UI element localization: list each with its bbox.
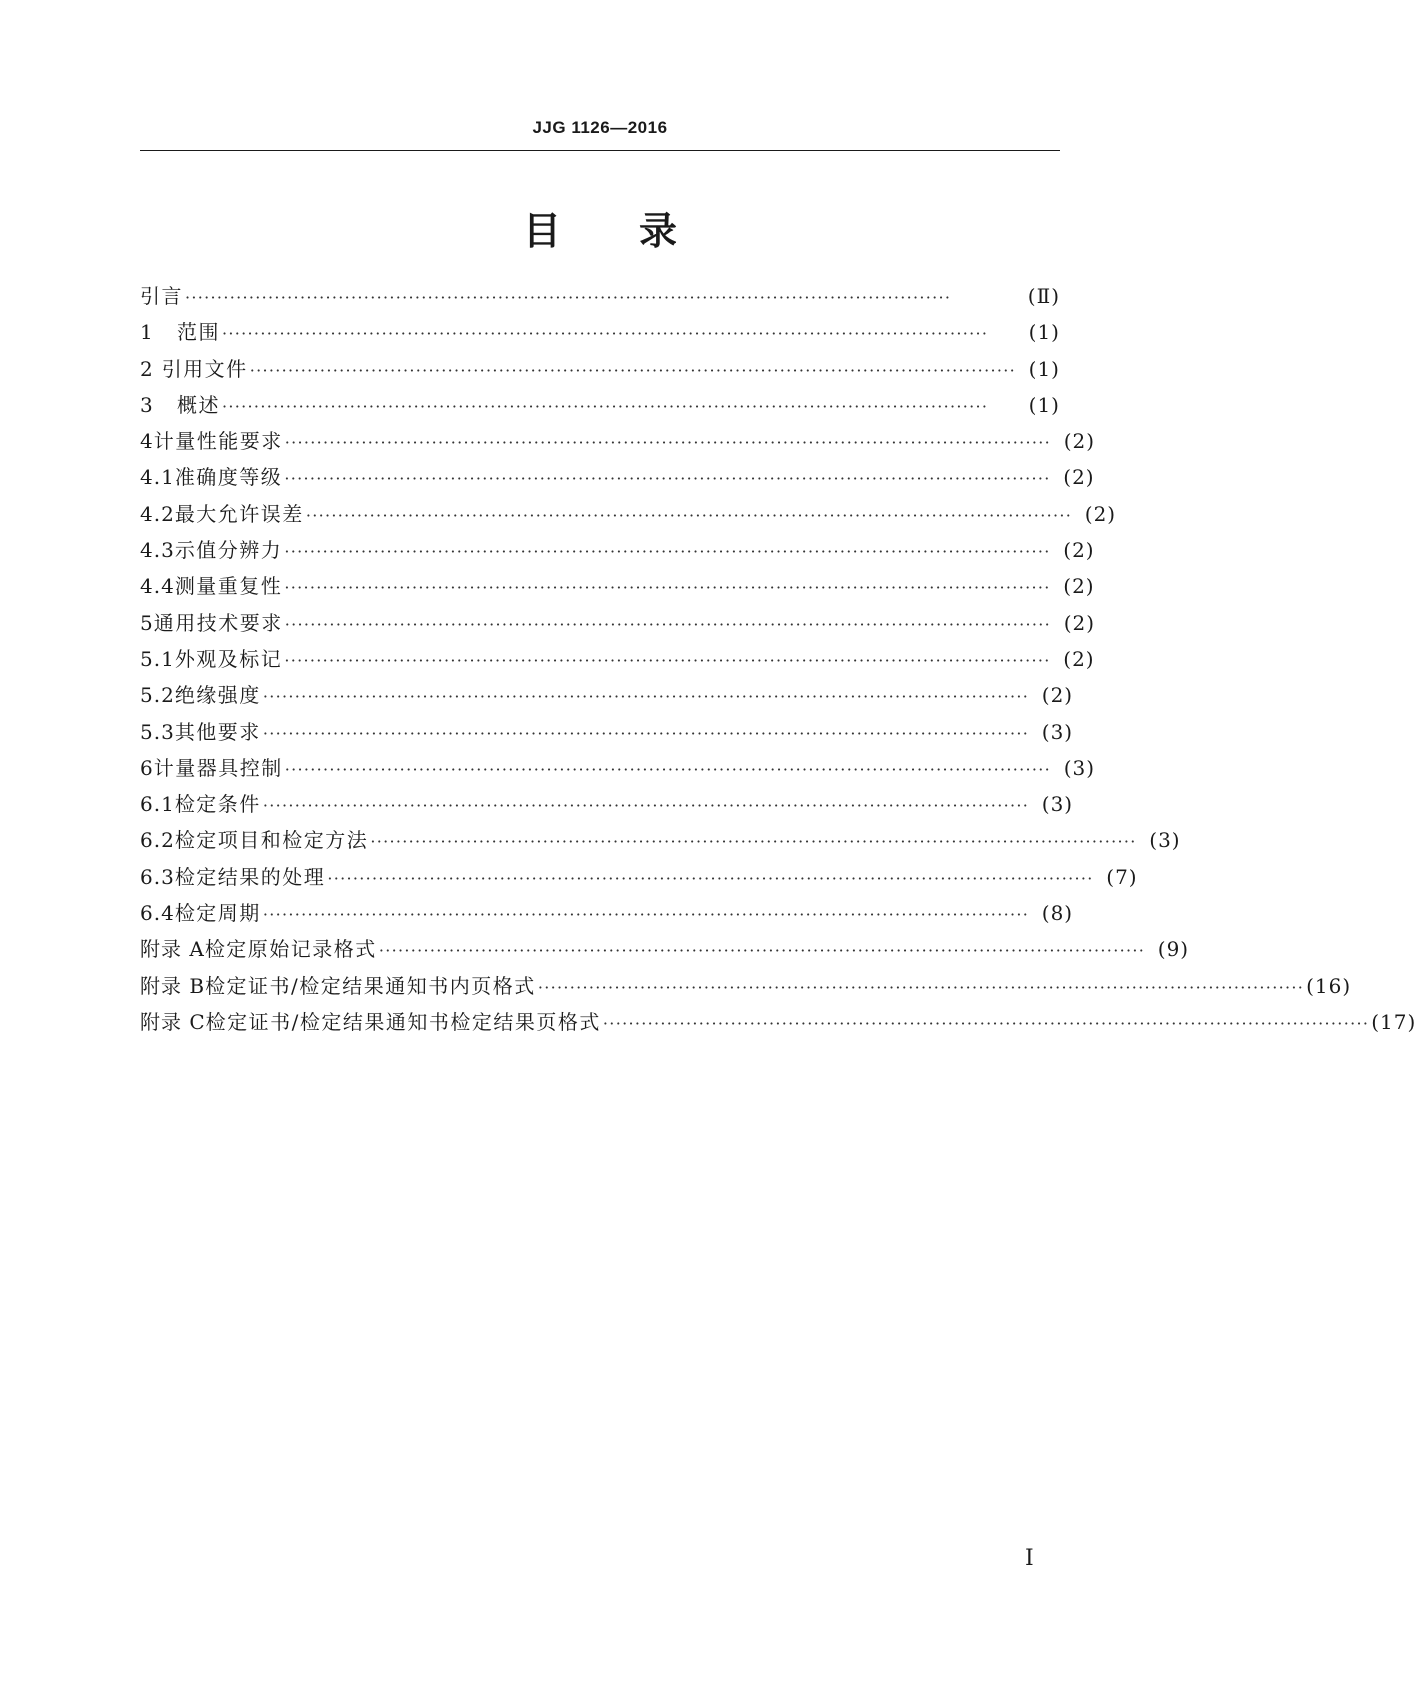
toc-label: 测量重复性 xyxy=(174,574,283,599)
toc-number: 2 xyxy=(140,356,154,381)
toc-page: (3) xyxy=(1149,828,1181,853)
toc-page: (1) xyxy=(1028,356,1060,381)
page-number: Ⅰ xyxy=(1025,1546,1034,1571)
toc-number: 5.1 xyxy=(140,646,175,671)
toc-number: 6 xyxy=(140,755,154,780)
title-char-right: 录 xyxy=(639,209,678,253)
dot-leader: ························································································································ xyxy=(262,905,1030,925)
toc-page: (9) xyxy=(1157,937,1190,962)
page-title xyxy=(140,200,1060,255)
toc-entry-appendix-c[interactable] xyxy=(140,1004,1416,1040)
toc-label: 通用技术要求 xyxy=(153,610,283,635)
dot-leader: ························································································································ xyxy=(249,360,1016,380)
header-rule xyxy=(140,150,1060,151)
toc-entry-4-2[interactable] xyxy=(140,496,1117,532)
dot-leader: ························································································································ xyxy=(284,650,1051,670)
dot-leader: ························································································································ xyxy=(284,759,1052,779)
toc-number: 4.4 xyxy=(140,574,175,599)
toc-number: 附录 B xyxy=(140,973,206,998)
dot-leader: ························································································································ xyxy=(305,505,1073,525)
toc-number: 5.3 xyxy=(140,719,175,744)
dot-leader: ························································································································ xyxy=(262,796,1030,816)
table-of-contents xyxy=(140,278,1416,1040)
dot-leader: ························································································································ xyxy=(284,614,1052,634)
toc-entry-6-1[interactable] xyxy=(140,786,1074,822)
toc-number: 1 xyxy=(140,320,154,345)
toc-number: 6.1 xyxy=(140,792,175,817)
toc-page: (3) xyxy=(1041,792,1074,817)
toc-label: 检定原始记录格式 xyxy=(204,937,377,962)
toc-page: (2) xyxy=(1063,538,1095,563)
toc-page: (3) xyxy=(1041,719,1074,744)
dot-leader: ························································································································ xyxy=(262,723,1030,743)
toc-entry-5-2[interactable] xyxy=(140,677,1074,713)
toc-label: 最大允许误差 xyxy=(174,501,304,526)
toc-entry-5-3[interactable] xyxy=(140,714,1074,750)
toc-page: (2) xyxy=(1084,501,1117,526)
toc-label: 引用文件 xyxy=(161,356,248,381)
toc-number: 附录 C xyxy=(140,1009,206,1034)
document-code-header: JJG 1126—2016 xyxy=(532,118,668,137)
toc-page: (1) xyxy=(1028,320,1060,345)
toc-number: 3 xyxy=(140,392,154,417)
title-char-left: 目 xyxy=(522,209,561,253)
toc-page: (7) xyxy=(1106,864,1138,889)
toc-label: 外观及标记 xyxy=(174,646,283,671)
toc-number: 6.3 xyxy=(140,864,175,889)
toc-page: (2) xyxy=(1063,465,1095,490)
dot-leader: ························································································································ xyxy=(284,578,1051,598)
dot-leader: ························································································································ xyxy=(185,288,952,307)
toc-page: (2) xyxy=(1063,429,1096,454)
toc-label: 检定周期 xyxy=(174,901,261,926)
toc-number: 6.4 xyxy=(140,901,175,926)
toc-label: 准确度等级 xyxy=(174,465,283,490)
dot-leader: ························································································································ xyxy=(537,977,1305,997)
toc-page: (3) xyxy=(1063,755,1096,780)
toc-number: 4 xyxy=(140,429,154,454)
toc-entry-5-1[interactable] xyxy=(140,641,1095,677)
toc-label: 检定证书/检定结果通知书内页格式 xyxy=(205,973,536,998)
toc-page: (2) xyxy=(1063,646,1095,671)
toc-entry-6-2[interactable] xyxy=(140,822,1181,858)
toc-number: 5.2 xyxy=(140,683,175,708)
dot-leader: ························································································································ xyxy=(602,1013,1370,1033)
toc-label: 示值分辨力 xyxy=(174,538,283,563)
toc-label: 绝缘强度 xyxy=(174,683,261,708)
dot-leader: ························································································································ xyxy=(284,469,1051,489)
toc-page: (2) xyxy=(1041,683,1074,708)
dot-leader: ························································································································ xyxy=(222,324,989,344)
toc-entry-intro[interactable] xyxy=(140,278,1060,314)
toc-label: 检定项目和检定方法 xyxy=(174,828,369,853)
toc-label: 检定条件 xyxy=(174,792,261,817)
toc-entry-6-4[interactable] xyxy=(140,895,1074,931)
toc-entry-2[interactable] xyxy=(140,351,1060,387)
toc-page: (16) xyxy=(1306,973,1352,998)
toc-entry-4-1[interactable] xyxy=(140,459,1095,495)
toc-entry-1[interactable] xyxy=(140,314,1060,350)
toc-entry-6[interactable] xyxy=(140,750,1096,786)
dot-leader: ························································································································ xyxy=(327,868,1094,888)
toc-label: 检定证书/检定结果通知书检定结果页格式 xyxy=(205,1009,601,1034)
toc-number: 5 xyxy=(140,610,154,635)
toc-label: 概述 xyxy=(177,392,220,417)
dot-leader: ························································································································ xyxy=(262,687,1030,707)
toc-entry-4-3[interactable] xyxy=(140,532,1095,568)
dot-leader: ························································································································ xyxy=(284,433,1052,453)
dot-leader: ························································································································ xyxy=(222,396,989,416)
toc-entry-6-3[interactable] xyxy=(140,859,1138,895)
toc-page: (2) xyxy=(1063,574,1095,599)
toc-entry-4[interactable] xyxy=(140,423,1096,459)
toc-label: 计量性能要求 xyxy=(153,429,283,454)
dot-leader: ························································································································ xyxy=(370,832,1137,852)
toc-number: 4.2 xyxy=(140,501,175,526)
toc-number: 4.1 xyxy=(140,465,175,490)
toc-entry-appendix-a[interactable] xyxy=(140,931,1190,967)
toc-number: 4.3 xyxy=(140,538,175,563)
dot-leader: ························································································································ xyxy=(378,941,1146,961)
toc-number: 6.2 xyxy=(140,828,175,853)
toc-page: (2) xyxy=(1063,610,1096,635)
toc-entry-5[interactable] xyxy=(140,605,1096,641)
toc-page: (8) xyxy=(1041,901,1074,926)
toc-entry-appendix-b[interactable] xyxy=(140,968,1352,1004)
toc-label: 范围 xyxy=(177,320,220,345)
toc-number: 附录 A xyxy=(140,937,205,962)
toc-page: (1) xyxy=(1028,392,1060,417)
toc-label: 引言 xyxy=(140,284,183,308)
dot-leader: ························································································································ xyxy=(284,542,1051,562)
toc-page: (17) xyxy=(1371,1009,1416,1034)
toc-label: 检定结果的处理 xyxy=(174,864,326,889)
toc-entry-3[interactable] xyxy=(140,387,1060,423)
toc-label: 计量器具控制 xyxy=(153,755,283,780)
toc-entry-4-4[interactable] xyxy=(140,568,1095,604)
toc-label: 其他要求 xyxy=(174,719,261,744)
toc-page: (Ⅱ) xyxy=(1027,284,1060,308)
